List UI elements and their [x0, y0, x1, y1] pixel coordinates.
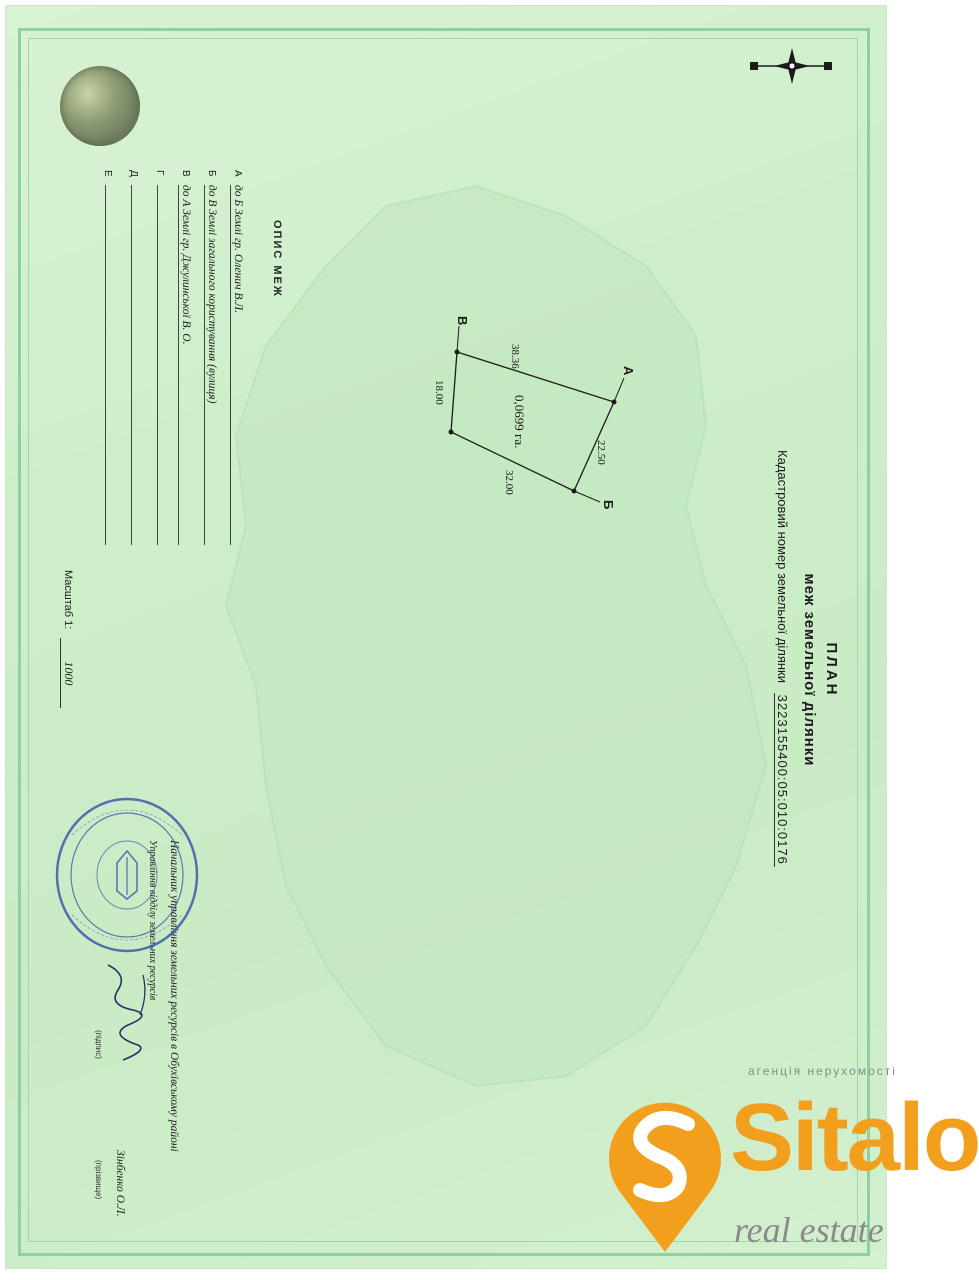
plot-boundary: [451, 352, 614, 491]
scale-label: Масштаб 1:: [62, 570, 74, 630]
scale-value: 1000: [60, 638, 76, 708]
official-stamp: [52, 795, 202, 955]
side-length: 38.36: [509, 344, 521, 369]
boundary-letter: Г: [154, 170, 165, 176]
plot-area: 0,0699 га.: [512, 395, 527, 449]
boundary-letter: Д: [128, 170, 139, 177]
side-length: 22.50: [595, 440, 607, 465]
signature-caption: (підпис): [94, 1030, 103, 1059]
boundary-text: до Б Землі гр. Оленич В.Л.: [230, 185, 244, 545]
boundary-letter: Б: [206, 170, 217, 177]
boundary-letter: А: [232, 170, 243, 177]
plan-title: ПЛАН: [823, 642, 840, 698]
cadastral-number: 3223155400:05:010:0176: [775, 694, 790, 865]
corner-label-b: Б: [601, 500, 616, 510]
location-pin-icon: [600, 1082, 730, 1262]
cadastral-label: Кадастровий номер земельної ділянки: [775, 450, 790, 683]
signatory-office: Управління відділу земельних ресурсів: [147, 840, 158, 1001]
side-length: 32.00: [503, 470, 515, 495]
boundary-text: до В Землі загального користування (вулиця): [204, 185, 218, 545]
boundary-letter: Е: [102, 170, 113, 177]
sitalo-watermark: [600, 1062, 979, 1262]
corner-point: [449, 430, 454, 435]
boundary-letter: В: [180, 170, 191, 177]
side-length: 18.00: [433, 380, 445, 405]
signatory-position: Начальник управління земельних ресурсів в Обухівському районі: [168, 840, 180, 1152]
name-caption: (прізвище): [94, 1160, 103, 1200]
brand-name: Sitalo: [730, 1084, 979, 1191]
handwritten-signature: [88, 955, 168, 1065]
boundary-text: до А Землі гр. Джулинської В. О.: [178, 185, 192, 545]
plan-subtitle: меж земельної ділянки: [801, 573, 818, 767]
signatory-name: Зінбенко О.Л.: [114, 1150, 126, 1217]
corner-label-a: А: [621, 366, 636, 376]
brand-tagline: агенція нерухомості: [748, 1064, 897, 1078]
corner-label-v: В: [455, 316, 470, 326]
brand-subtitle: real estate: [734, 1210, 884, 1250]
boundaries-title: ОПИС МЕЖ: [271, 220, 283, 298]
